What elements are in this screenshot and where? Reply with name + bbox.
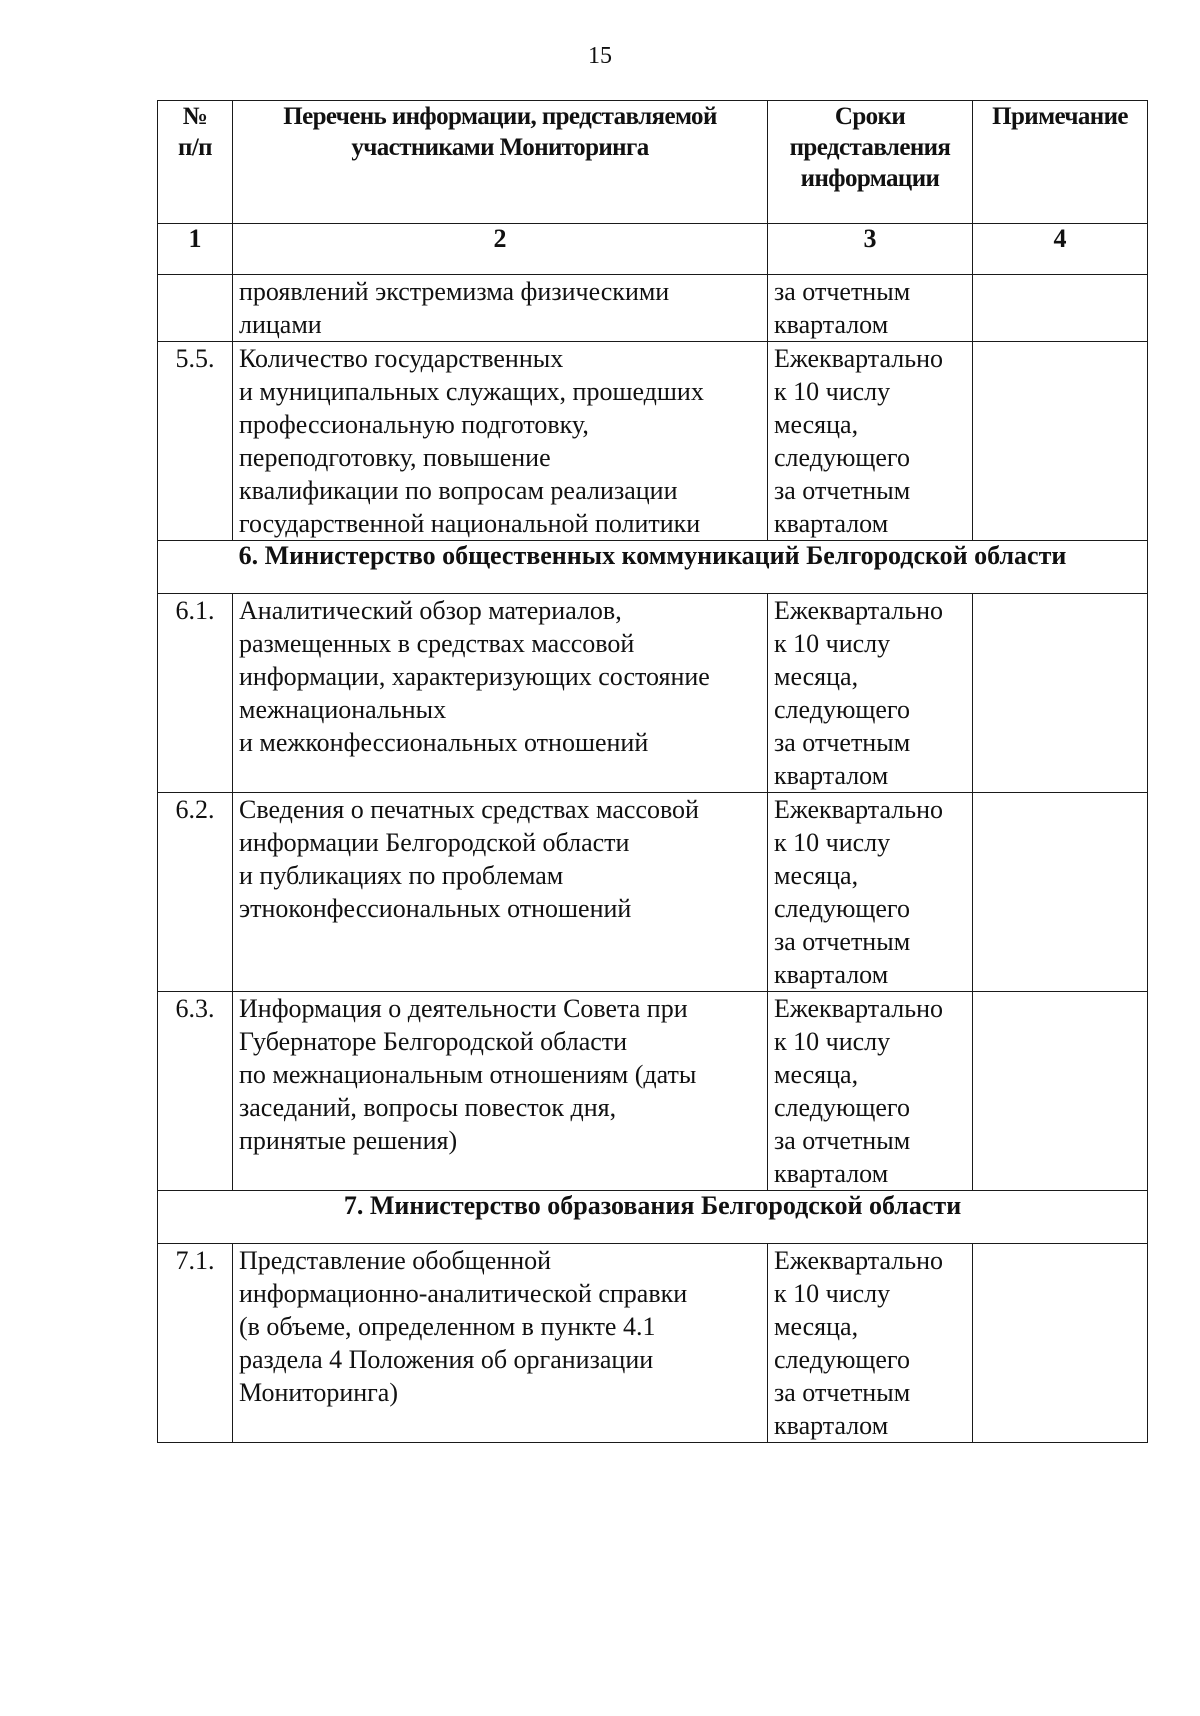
row-deadline: за отчетным кварталом xyxy=(768,275,973,342)
row-deadline: Ежеквартально к 10 числу месяца, следующего за отчетным кварталом xyxy=(768,1244,973,1443)
header-number: № п/п xyxy=(158,101,233,224)
table-row-5-5 xyxy=(158,342,1148,541)
row-deadline: Ежеквартально к 10 числу месяца, следующего за отчетным кварталом xyxy=(768,594,973,793)
row-text: проявлений экстремизма физическими лицами xyxy=(233,275,768,342)
row-number: 5.5. xyxy=(158,342,233,541)
row-number: 6.3. xyxy=(158,992,233,1191)
column-number: 1 xyxy=(158,224,233,275)
header-info-list: Перечень информации, представляемой участниками Мониторинга xyxy=(233,101,768,224)
row-deadline: Ежеквартально к 10 числу месяца, следующего за отчетным кварталом xyxy=(768,992,973,1191)
row-note xyxy=(973,594,1148,793)
table-row-6-3 xyxy=(158,992,1148,1191)
row-text: Сведения о печатных средствах массовой информации Белгородской области и публикациях по проблемам этноконфессиональных отношений xyxy=(233,793,768,992)
row-number: 7.1. xyxy=(158,1244,233,1443)
column-number: 3 xyxy=(768,224,973,275)
section-title: 7. Министерство образования Белгородской области xyxy=(158,1191,1148,1244)
column-number: 4 xyxy=(973,224,1148,275)
section-heading-6 xyxy=(158,541,1148,594)
row-note xyxy=(973,992,1148,1191)
row-note xyxy=(973,275,1148,342)
row-note xyxy=(973,342,1148,541)
row-text: Информация о деятельности Совета при Губернаторе Белгородской области по межнациональным отношениям (даты заседаний, вопросы повесток дня, принятые решения) xyxy=(233,992,768,1191)
row-number: 6.1. xyxy=(158,594,233,793)
row-deadline: Ежеквартально к 10 числу месяца, следующего за отчетным кварталом xyxy=(768,793,973,992)
table-header-row xyxy=(158,101,1148,224)
monitoring-table xyxy=(157,100,1148,1443)
header-note: Примечание xyxy=(973,101,1148,224)
section-heading-7 xyxy=(158,1191,1148,1244)
table-row-continuation xyxy=(158,275,1148,342)
row-number: 6.2. xyxy=(158,793,233,992)
section-title: 6. Министерство общественных коммуникаций Белгородской области xyxy=(158,541,1148,594)
table-row-6-2 xyxy=(158,793,1148,992)
table-row-6-1 xyxy=(158,594,1148,793)
row-text: Представление обобщенной информационно-аналитической справки (в объеме, определенном в пункте 4.1 раздела 4 Положения об организации Мониторинга) xyxy=(233,1244,768,1443)
row-text: Количество государственных и муниципальных служащих, прошедших профессиональную подготовку, переподготовку, повышение квалификации по вопросам реализации государственной национальной политики xyxy=(233,342,768,541)
page-number: 15 xyxy=(588,43,612,69)
column-number: 2 xyxy=(233,224,768,275)
row-deadline: Ежеквартально к 10 числу месяца, следующего за отчетным кварталом xyxy=(768,342,973,541)
row-note xyxy=(973,793,1148,992)
header-deadline: Сроки представления информации xyxy=(768,101,973,224)
row-note xyxy=(973,1244,1148,1443)
row-text: Аналитический обзор материалов, размещенных в средствах массовой информации, характеризующих состояние межнациональных и межконфессиональных отношений xyxy=(233,594,768,793)
row-number xyxy=(158,275,233,342)
table-row-7-1 xyxy=(158,1244,1148,1443)
column-number-row xyxy=(158,224,1148,275)
